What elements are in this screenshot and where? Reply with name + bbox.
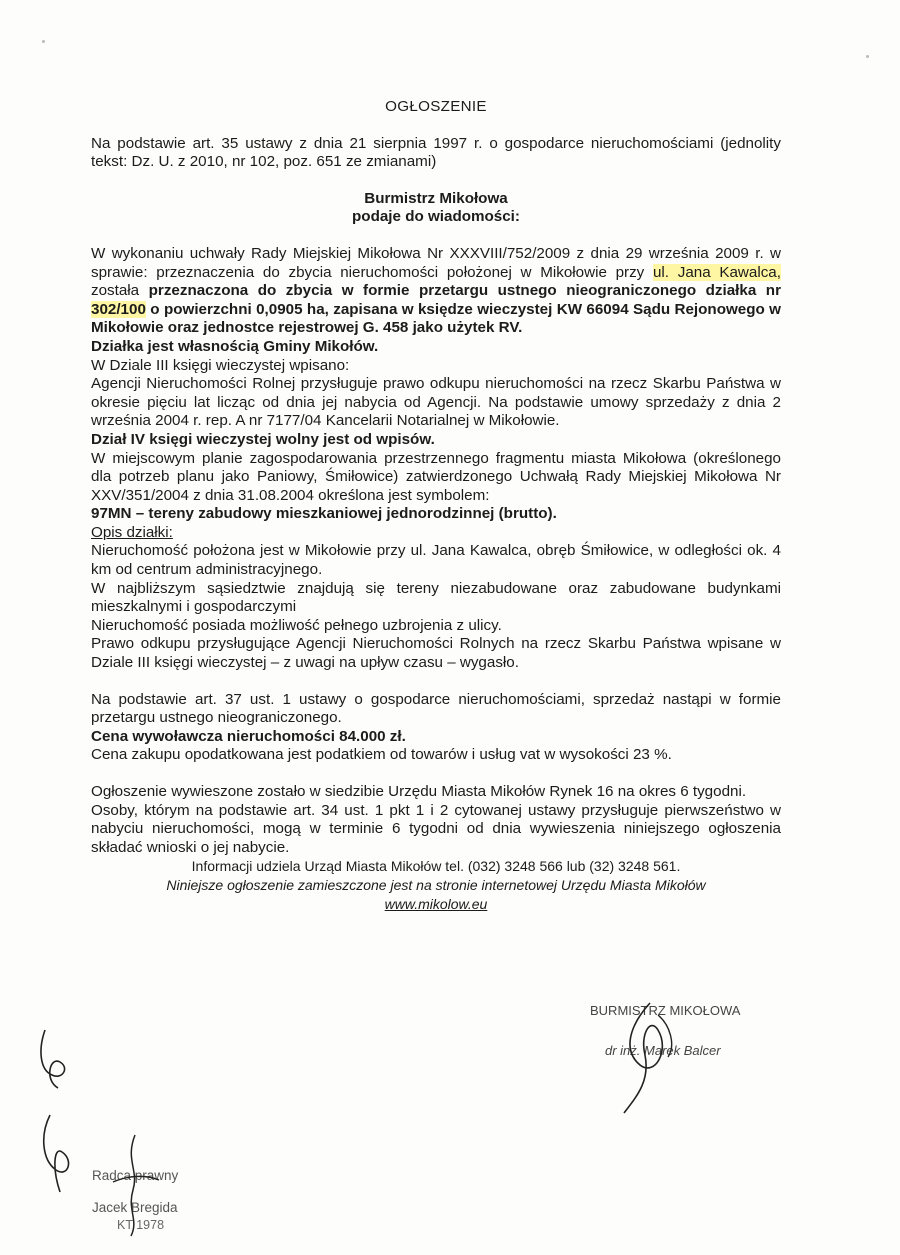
vat-note: Cena zakupu opodatkowana jest podatkiem od towarów i usług vat w wysokości 23 %. — [91, 746, 672, 764]
description-line: Nieruchomość położona jest w Mikołowie przy ul. Jana Kawalca, obręb Śmiłowice, w odległości ok. 4 km od centrum administracyjnego. — [91, 542, 781, 579]
street-highlight: ul. Jana Kawalca, — [652, 263, 781, 281]
signature-name: dr inż. Marek Balcer — [605, 1043, 721, 1058]
resolution-lead: W wykonaniu uchwały Rady Miejskiej Mikołowa Nr XXXVIII/752/2009 z dnia 29 września 2009 r. w sprawie: przeznaczenia do zbycia nieruchomości położonej w Mikołowie przy — [91, 244, 781, 281]
website-link[interactable]: www.mikolow.eu — [384, 895, 488, 912]
resolution-bold-1: przeznaczona do zbycia w formie przetargu ustnego nieograniczonego działka nr — [148, 282, 781, 300]
scan-speck — [42, 40, 45, 43]
sale-basis: Na podstawie art. 37 ust. 1 ustawy o gospodarce nieruchomościami, sprzedaż nastąpi w formie przetargu ustnego nieograniczonego. — [91, 690, 781, 727]
counsel-stamp-number: KT 1978 — [117, 1218, 165, 1232]
starting-price: Cena wywoławcza nieruchomości 84.000 zł. — [91, 727, 406, 745]
page-title: OGŁOSZENIE — [385, 98, 487, 115]
counsel-stamp-title: Radca prawny — [92, 1168, 179, 1183]
document-body — [91, 98, 781, 913]
description-heading: Opis działki: — [91, 523, 173, 541]
counsel-handwritten-signature — [105, 1130, 165, 1240]
description-line: Prawo odkupu przysługujące Agencji Nieruchomości Rolnych na rzecz Skarbu Państwa wpisane w Dziale III księgi wieczystej – z uwagi na upływ czasu – wygasło. — [91, 635, 781, 672]
mayor-handwritten-signature — [610, 995, 700, 1120]
section3-text: Agencji Nieruchomości Rolnej przysługuje prawo odkupu nieruchomości na rzecz Skarbu Państwa w okresie pięciu lat licząc od dnia jej nabycia od Agencji. Na podstawie umowy sprzedaży z dnia 2 września 2004 r. rep. A nr 7177/04 Kancelarii Notarialnej w Mikołowie. — [91, 375, 781, 430]
description-line: Nieruchomość posiada możliwość pełnego uzbrojenia z ulicy. — [91, 616, 502, 634]
contact-info: Informacji udziela Urząd Miasta Mikołów tel. (032) 3248 566 lub (32) 3248 561. — [191, 858, 681, 875]
posting-notice: Ogłoszenie wywieszone zostało w siedzibie Urzędu Miasta Mikołów Rynek 16 na okres 6 tygodni. — [91, 783, 747, 800]
resolution-paragraph — [91, 245, 781, 338]
ownership-line: Działka jest własnością Gminy Mikołów. — [91, 337, 379, 355]
plot-number-highlight: 302/100 — [91, 300, 146, 318]
issuer-line-1: Burmistrz Mikołowa — [364, 189, 508, 207]
web-note: Niniejsze ogłoszenie zamieszczone jest na stronie internetowej Urzędu Miasta Mikołów — [166, 876, 706, 893]
zoning-symbol: 97MN – tereny zabudowy mieszkaniowej jednorodzinnej (brutto). — [91, 505, 557, 523]
scan-speck — [866, 55, 869, 58]
issuer-line-2: podaje do wiadomości: — [352, 208, 520, 226]
section3-intro: W Dziale III księgi wieczystej wpisano: — [91, 356, 350, 374]
priority-notice: Osoby, którym na podstawie art. 34 ust. 1 pkt 1 i 2 cytowanej ustawy przysługuje pierwszeństwo w nabyciu nieruchomości, mogą w terminie 6 tygodni od dnia wywieszenia niniejszego ogłoszenia składać wnioski o jej nabycie. — [91, 801, 781, 856]
resolution-bold-2: o powierzchni 0,0905 ha, zapisana w księdze wieczystej KW 66094 Sądu Rejonowego w Mikołowie oraz jednostce rejestrowej G. 458 jako użytek RV. — [91, 300, 781, 337]
resolution-mid: została — [91, 282, 140, 300]
signature-title: BURMISTRZ MIKOŁOWA — [590, 1003, 741, 1018]
zoning-plan-text: W miejscowym planie zagospodarowania przestrzennego fragmentu miasta Mikołowa (określonego dla potrzeb planu jako Paniowy, Śmiłowice) zatwierdzonego Uchwałą Rady Miejskiej Mikołowa Nr XXV/351/2004 z dnia 31.08.2004 określona jest symbolem: — [91, 449, 781, 504]
section4-line: Dział IV księgi wieczystej wolny jest od wpisów. — [91, 430, 435, 448]
counsel-stamp-name: Jacek Bregida — [92, 1200, 178, 1215]
description-line: W najbliższym sąsiedztwie znajdują się tereny niezabudowane oraz zabudowane budynkami mieszkalnymi i gospodarczymi — [91, 579, 781, 616]
margin-initials-signature — [30, 1020, 90, 1200]
legal-basis: Na podstawie art. 35 ustawy z dnia 21 sierpnia 1997 r. o gospodarce nieruchomościami (jednolity tekst: Dz. U. z 2010, nr 102, poz. 651 ze zmianami) — [91, 134, 781, 171]
